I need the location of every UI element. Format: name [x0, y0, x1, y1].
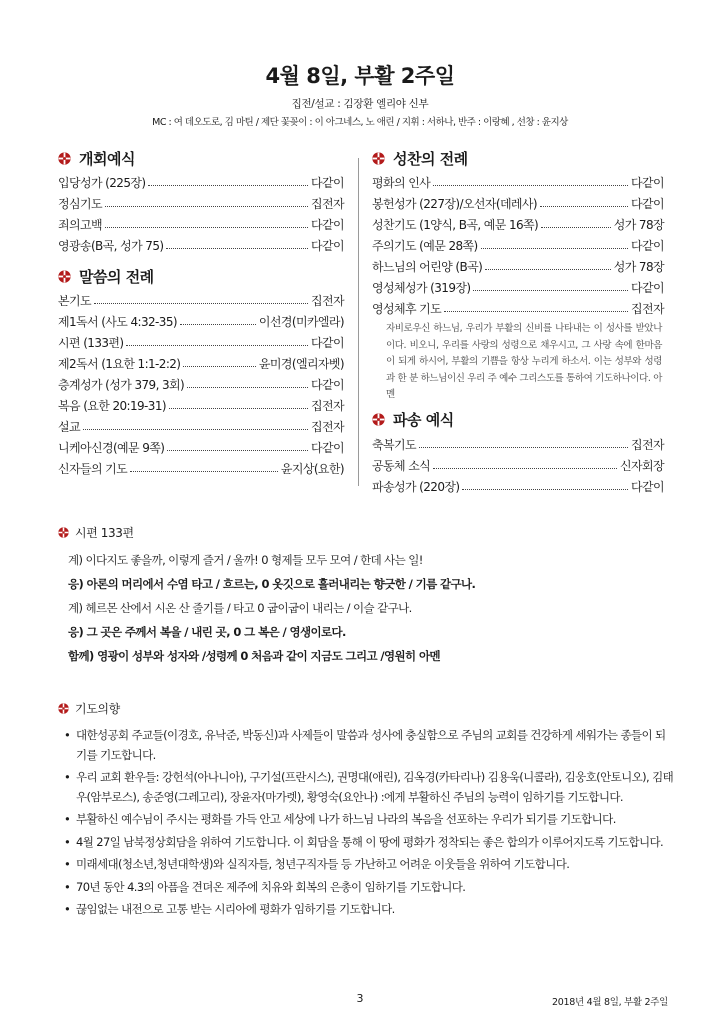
- intention-item: • 미래세대(청소년,청년대학생)와 실직자들, 청년구직자들 등 가난하고 어려운 이웃들을 위하여 기도합니다.: [62, 855, 678, 875]
- service-item: [58, 414, 344, 435]
- section-opening-heading: [58, 146, 344, 170]
- service-item-role: 이선경(미카엘라): [258, 315, 344, 329]
- intentions-heading: [58, 698, 678, 718]
- intention-item: • 70년 동안 4.3의 아픔을 견뎌온 제주에 치유와 회복의 은총이 임하기를 기도합니다.: [62, 878, 678, 898]
- cross-icon: [58, 270, 71, 283]
- intention-item: • 4월 27일 남북정상회담을 위하여 기도합니다. 이 회담을 통해 이 땅에 평화가 정착되는 좋은 합의가 이루어지도록 기도합니다.: [62, 833, 678, 853]
- service-item: [58, 456, 344, 477]
- service-item: [58, 191, 344, 212]
- dot-leader: [130, 471, 278, 472]
- service-item-label: 하느님의 어린양 (B곡): [372, 260, 483, 274]
- page-number: 3: [356, 992, 364, 1005]
- service-item-label: 평화의 인사: [372, 176, 431, 190]
- section-eucharist-heading: [372, 146, 664, 170]
- service-item: [58, 170, 344, 191]
- service-item-role: 윤미경(엘리자벳): [258, 357, 344, 371]
- section-title: 성찬의 전례: [393, 149, 468, 168]
- dot-leader: [485, 269, 611, 270]
- dot-leader: [187, 387, 308, 388]
- service-item-label: 제1독서 (사도 4:32-35): [58, 315, 177, 329]
- service-item-label: 입당성가 (225장): [58, 176, 146, 190]
- service-item: [58, 233, 344, 254]
- intention-item: • 대한성공회 주교들(이경호, 유낙준, 박동신)과 사제들이 말씀과 성사에 충실함으로 주님의 교회를 건강하게 세워가는 종들이 되기를 기도합니다.: [62, 726, 678, 765]
- left-column: [58, 146, 344, 477]
- service-item-role: 윤지상(요한): [280, 462, 344, 476]
- section-word-heading: [58, 264, 344, 288]
- service-item-role: 다같이: [631, 239, 664, 253]
- service-item-label: 영성체성가 (319장): [372, 281, 471, 295]
- page-title: 4월 8일, 부활 2주일: [265, 64, 455, 88]
- intentions-block: [58, 698, 678, 923]
- service-item: [372, 233, 664, 254]
- dismissal-items: [372, 432, 664, 495]
- cross-icon: [372, 152, 385, 165]
- section-title: 개회예식: [79, 149, 135, 168]
- service-item: [58, 330, 344, 351]
- service-item-role: 집전자: [631, 302, 664, 316]
- service-item: [372, 191, 664, 212]
- dot-leader: [183, 366, 256, 367]
- section-title: 파송 예식: [393, 411, 454, 429]
- service-item-label: 축복기도: [372, 437, 416, 452]
- service-item-role: 집전자: [311, 294, 344, 308]
- service-item-role: 다같이: [311, 441, 344, 455]
- service-item: [372, 254, 664, 275]
- footer-date: 2018년 4월 8일, 부활 2주일: [552, 997, 668, 1008]
- service-item: [372, 170, 664, 191]
- service-item: [58, 288, 344, 309]
- service-item-label: 정심기도: [58, 197, 102, 211]
- psalm-block: [58, 522, 678, 668]
- word-items: [58, 288, 344, 477]
- service-item-role: 다같이: [631, 479, 664, 494]
- service-item: [58, 372, 344, 393]
- service-item: [58, 435, 344, 456]
- dot-leader: [473, 290, 628, 291]
- dot-leader: [419, 447, 628, 448]
- psalm-line: 응) 아론의 머리에서 수염 타고 / 흐르는, 0 옷깃으로 흘러내리는 향긋한 / 기름 같구나.: [68, 577, 476, 591]
- service-item-role: 신자회장: [620, 458, 664, 473]
- service-item-role: 집전자: [311, 420, 344, 434]
- service-item-role: 집전자: [311, 197, 344, 211]
- service-item-label: 영성체후 기도: [372, 302, 442, 316]
- dot-leader: [166, 248, 308, 249]
- celebrant-line: 집전/설교 : 김장환 엘리야 신부: [291, 98, 429, 110]
- service-item-role: 다같이: [311, 218, 344, 232]
- psalm-line: 응) 그 곳은 주께서 복을 / 내린 곳, 0 그 복은 / 영생이로다.: [68, 625, 346, 639]
- dot-leader: [148, 185, 308, 186]
- service-item-role: 다같이: [311, 336, 344, 350]
- service-item-label: 본기도: [58, 294, 91, 308]
- column-divider: [358, 158, 359, 486]
- service-item-label: 파송성가 (220장): [372, 479, 460, 494]
- dot-leader: [169, 408, 308, 409]
- service-item-role: 집전자: [631, 437, 664, 452]
- service-item-label: 층계성가 (성가 379, 3회): [58, 378, 185, 392]
- service-item: [372, 296, 664, 317]
- service-item-role: 성가 78장: [613, 218, 664, 232]
- cross-icon: [58, 527, 69, 538]
- service-item-label: 영광송(B곡, 성가 75): [58, 239, 164, 253]
- service-item: [372, 432, 664, 453]
- dot-leader: [83, 429, 308, 430]
- service-item: [58, 351, 344, 372]
- post-communion-prayer: 자비로우신 하느님, 우리가 부활의 신비를 나타내는 이 성사를 받았나이다. 비오니, 우리를 사랑의 성령으로 채우시고, 그 사랑 속에 한마음이 되게 하시어, 부활의 기쁨을 항상 누리게 하소서. 이는 성부와 성령과 한 분 하느님이신 우리 주 예수 그리스도를 통하여 기도하나이다. 아멘: [386, 323, 662, 400]
- cross-icon: [372, 413, 385, 426]
- dot-leader: [433, 468, 617, 469]
- dot-leader: [541, 227, 611, 228]
- section-title: 말씀의 전례: [79, 267, 154, 286]
- service-item: [372, 275, 664, 296]
- service-item-label: 복음 (요한 20:19-31): [58, 399, 166, 413]
- dot-leader: [481, 248, 628, 249]
- service-item-role: 성가 78장: [613, 260, 664, 274]
- intention-item: • 부활하신 예수님이 주시는 평화를 가득 안고 세상에 나가 하느님 나라의 복음을 선포하는 우리가 되기를 기도합니다.: [62, 810, 678, 830]
- cross-icon: [58, 703, 69, 714]
- service-item-label: 니케아신경(예문 9쪽): [58, 441, 165, 455]
- service-item-role: 다같이: [311, 239, 344, 253]
- dot-leader: [433, 185, 628, 186]
- service-item-label: 성찬기도 (1양식, B곡, 예문 16쪽): [372, 218, 539, 232]
- dot-leader: [540, 206, 628, 207]
- dot-leader: [167, 450, 308, 451]
- intention-item: • 끊임없는 내전으로 고통 받는 시리아에 평화가 임하기를 기도합니다.: [62, 900, 678, 920]
- service-item-role: 다같이: [311, 176, 344, 190]
- credits-line: MC : 여 데오도로, 김 마틴 / 제단 꽃꽂이 : 이 아그네스, 노 애린 / 지휘 : 서하나, 반주 : 이랑혜 , 선창 : 윤지상: [152, 117, 568, 128]
- right-column: [372, 146, 664, 495]
- dot-leader: [126, 345, 308, 346]
- service-item-label: 봉헌성가 (227장)/오선자(데레사): [372, 197, 538, 211]
- dot-leader: [444, 311, 628, 312]
- service-item: [58, 393, 344, 414]
- dot-leader: [180, 324, 256, 325]
- service-item-role: 다같이: [631, 197, 664, 211]
- service-item-label: 죄의고백: [58, 218, 102, 232]
- service-item: [372, 453, 664, 474]
- service-item-role: 집전자: [311, 399, 344, 413]
- service-item-label: 신자들의 기도: [58, 462, 128, 476]
- psalm-heading: [58, 522, 678, 542]
- service-item-label: 주의기도 (예문 28쪽): [372, 239, 478, 253]
- intention-item: • 우리 교회 환우들: 강헌석(아나니아), 구기설(프란시스), 권명대(애린), 김옥경(카타리나) 김용욱(니콜라), 김웅호(안토니오), 김태우(암부로스), 송준영(그레고리), 장윤자(마가렛), 황영숙(요안나) :에게 부활하신 주님의 능력이 임하기를 기도합니다.: [62, 768, 678, 807]
- psalm-line: 계) 헤르몬 산에서 시온 산 줄기를 / 타고 0 굽이굽이 내리는 / 이슬 같구나.: [68, 601, 412, 615]
- dot-leader: [105, 206, 308, 207]
- opening-items: [58, 170, 344, 254]
- psalm-lines: [58, 548, 678, 668]
- service-item: [58, 212, 344, 233]
- section-dismissal-heading: [372, 408, 664, 432]
- service-item-role: 다같이: [631, 281, 664, 295]
- service-item-label: 설교: [58, 420, 80, 434]
- service-item: [372, 474, 664, 495]
- psalm-line: 함께) 영광이 성부와 성자와 /성령께 0 처음과 같이 지금도 그리고 /영원히 아멘: [68, 649, 440, 663]
- dot-leader: [105, 227, 308, 228]
- psalm-line: 계) 이다지도 좋을까, 이렇게 즐거 / 울까! 0 형제들 모두 모여 / 한데 사는 일!: [68, 553, 423, 567]
- service-item: [372, 212, 664, 233]
- cross-icon: [58, 152, 71, 165]
- service-item-label: 시편 (133편): [58, 336, 124, 350]
- service-item-role: 다같이: [631, 176, 664, 190]
- service-item-role: 다같이: [311, 378, 344, 392]
- eucharist-items: [372, 170, 664, 317]
- service-item-label: 공동체 소식: [372, 458, 431, 473]
- dot-leader: [462, 489, 628, 490]
- service-item-label: 제2독서 (1요한 1:1-2:2): [58, 357, 181, 371]
- service-item: [58, 309, 344, 330]
- dot-leader: [94, 303, 308, 304]
- psalm-title: 시편 133편: [75, 525, 134, 540]
- intentions-title: 기도의향: [75, 701, 120, 716]
- intentions-list: [58, 726, 678, 920]
